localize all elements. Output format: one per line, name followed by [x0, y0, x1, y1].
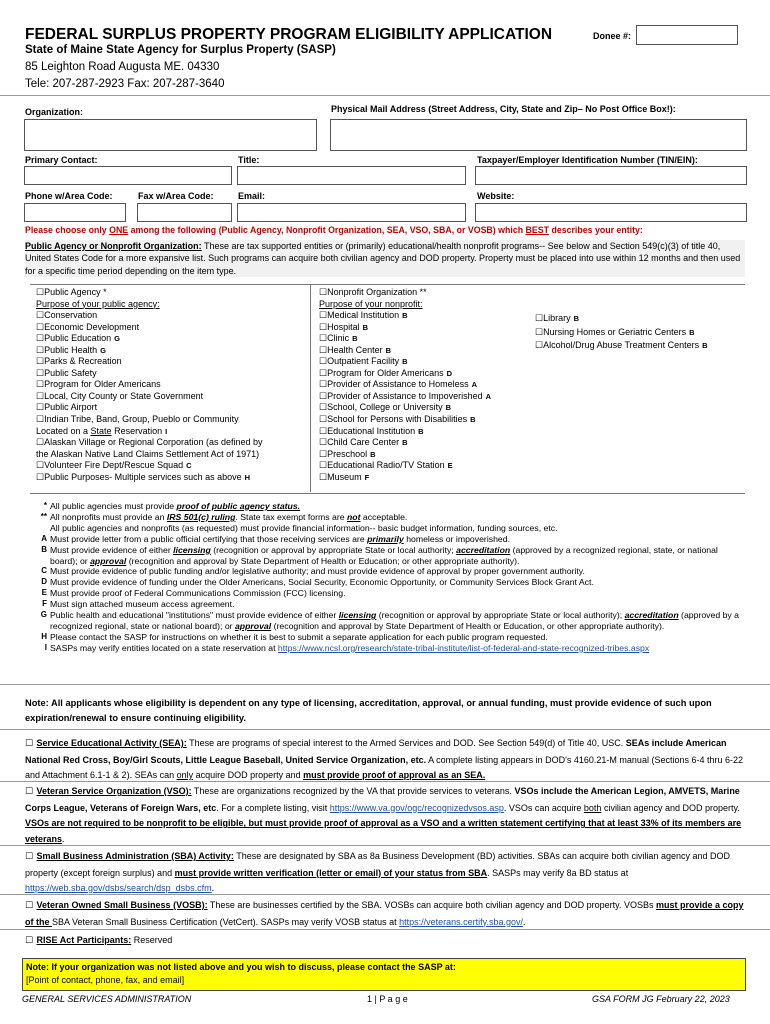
pa-items-item[interactable] [36, 379, 263, 391]
np-right-item-code: B [689, 327, 695, 337]
np-right-item-label: Library [543, 313, 571, 323]
np-items-item-label: Educational Institution [327, 425, 416, 436]
public-agency-option[interactable]: ☐Public Agency * [36, 287, 107, 297]
vosb-divider [0, 929, 770, 930]
np-items-item-label: Museum [327, 471, 362, 482]
selection-instruction: Please choose only ONE among the following (Public Agency, Nonprofit Organization, SEA, VSO, SBA, or VOSB) which BEST describes your entity: [25, 225, 643, 235]
np-items-item-code: B [470, 415, 476, 425]
column-divider [310, 284, 311, 492]
public-purpose-volunteer-fire[interactable]: ☐Volunteer Fire Dept/Rescue Squad C [36, 460, 192, 471]
physical-address-field[interactable] [330, 119, 747, 151]
np-items-item[interactable] [319, 391, 491, 403]
checkbox-icon[interactable]: ☐ [319, 437, 328, 448]
np-items-item-code: B [370, 449, 376, 459]
checkbox-icon[interactable]: ☐ [319, 367, 328, 378]
checkbox-icon[interactable]: ☐ [319, 379, 328, 390]
form-title: FEDERAL SURPLUS PROPERTY PROGRAM ELIGIBILITY APPLICATION [25, 26, 553, 43]
contact-note-placeholder: [Point of contact, phone, fax, and email] [26, 975, 185, 985]
checkbox-icon[interactable]: ☐ [36, 402, 45, 413]
pa-items-item[interactable] [36, 391, 263, 403]
vso-divider [0, 845, 770, 846]
np-items-item-label: Provider of Assistance to Homeless [327, 379, 469, 390]
fax-field[interactable] [137, 203, 232, 222]
np-items-item[interactable] [319, 356, 491, 368]
pa-items-item-label: Parks & Recreation [44, 356, 122, 367]
np-items-item[interactable] [319, 368, 491, 380]
checkbox-icon[interactable]: ☐ [36, 356, 45, 367]
np-items-item[interactable] [319, 345, 491, 357]
np-items-item-label: Child Care Center [327, 437, 400, 448]
np-items-item-label: School, College or University [327, 402, 443, 413]
contact-note [22, 958, 746, 991]
email-field[interactable] [237, 203, 466, 222]
checkbox-icon[interactable]: ☐ [535, 313, 544, 323]
np-items-item-label: Program for Older Americans [327, 367, 444, 378]
np-items-item-code: B [445, 403, 452, 413]
vso-section: ☐ Veteran Service Organization (VSO): These are organizations recognized by the VA that provide services to veterans. VSOs include the American Legion, AMVETS, Marine Corps League, Veterans of Foreign Wars, etc. For a complete listing, visit https://www.va.gov/ogc/recognizedvsos.asp. VSOs can acquire both civilian agency and DOD property. VSOs are not required to be nonprofit to be eligible, but must provide proof of approval as a VSO and a written statement certifying that at least 33% of its members are veterans. [25, 786, 742, 844]
np-items-item-label: Clinic [327, 333, 350, 344]
checkbox-icon[interactable]: ☐ [36, 321, 45, 332]
np-items-item[interactable] [319, 460, 491, 472]
website-label: Website: [477, 191, 515, 201]
pa-items-item-label: Public Health [44, 344, 98, 355]
donee-number-field[interactable] [636, 25, 738, 45]
nonprofit-option[interactable]: ☐Nonprofit Organization ** [319, 287, 427, 297]
pa-items-item[interactable] [36, 333, 263, 345]
np-items-item[interactable] [319, 379, 491, 391]
np-items-item[interactable] [319, 437, 491, 449]
footer-form-id: GSA FORM JG February 22, 2023 [592, 994, 730, 1004]
np-right-item[interactable] [535, 312, 708, 326]
fax-label: Fax w/Area Code: [138, 191, 214, 201]
agency-name: State of Maine State Agency for Surplus Property (SASP) [25, 44, 336, 56]
agency-address: 85 Leighton Road Augusta ME. 04330 [25, 61, 220, 73]
title-label: Title: [238, 155, 260, 165]
checkbox-icon[interactable]: ☐ [319, 310, 328, 321]
np-right-item[interactable] [535, 339, 708, 353]
pa-items-item-label: Program for Older Americans [44, 379, 161, 390]
checkbox-icon[interactable]: ☐ [319, 460, 328, 471]
checkbox-icon[interactable]: ☐ [36, 379, 45, 390]
checkbox-icon[interactable]: ☐ [319, 390, 328, 401]
np-items-item-label: Outpatient Facility [327, 356, 400, 367]
pa-items-item[interactable] [36, 402, 263, 414]
np-items-item-code: B [362, 322, 369, 332]
email-label: Email: [238, 191, 266, 201]
np-items-item-code: B [402, 438, 408, 448]
sea-checkbox[interactable]: ☐ [25, 739, 34, 749]
checkbox-icon[interactable]: ☐ [319, 402, 328, 413]
physical-address-label: Physical Mail Address (Street Address, City, State and Zip– No Post Office Box!): [331, 104, 676, 114]
checkbox-icon[interactable]: ☐ [319, 321, 328, 332]
checkbox-icon[interactable]: ☐ [36, 390, 45, 401]
vso-list-link[interactable]: https://www.va.gov/ogc/recognizedvsos.asp [329, 802, 504, 813]
np-items-item[interactable] [319, 449, 491, 461]
renewal-note: Note: All applicants whose eligibility is dependent on any type of licensing, accreditation, approval, or annual funding, must provide evidence of such upon expiration/renewal to ensure continuing eligibility. [25, 698, 712, 723]
np-right-item-code: B [573, 314, 580, 323]
checkbox-icon[interactable]: ☐ [535, 340, 544, 350]
pa-items-item[interactable] [36, 368, 263, 380]
sea-divider [0, 781, 770, 782]
np-items-item-code: B [402, 357, 408, 367]
pa-items-item[interactable] [36, 345, 263, 357]
primary-contact-field[interactable] [24, 166, 232, 185]
vosb-section: ☐ Veteran Owned Small Business (VOSB): These are businesses certified by the SBA. VOSBs can acquire both civilian agency and DOD property. VOSBs must provide a copy of the SBA Veteran Small Business Certification (VetCert). SASPs may verify VOSB status at https://veterans.certify.sba.gov/. [25, 900, 744, 927]
contact-note-text: Note: If your organization was not listed above and you wish to discuss, please contact the SASP at: [26, 962, 456, 972]
pa-items-item-label: Public Education [44, 333, 112, 344]
np-items-item-label: Educational Radio/TV Station [327, 460, 445, 471]
np-items-item-code: B [402, 311, 408, 321]
sba-search-link[interactable]: https://web.sba.gov/dsbs/search/dsp_dsbs.cfm [25, 883, 212, 893]
pa-items-item[interactable] [36, 356, 263, 368]
checkbox-icon[interactable]: ☐ [319, 356, 328, 367]
np-right-item-label: Nursing Homes or Geriatric Centers [543, 326, 687, 337]
rise-checkbox[interactable]: ☐ [25, 936, 34, 946]
checkbox-icon[interactable]: ☐ [36, 344, 45, 355]
np-right-item-code: B [702, 341, 708, 350]
phone-field[interactable] [24, 203, 126, 222]
checkbox-icon[interactable]: ☐ [319, 344, 328, 355]
pa-items-item-code: G [100, 345, 106, 355]
pa-items-item-label: Public Airport [44, 402, 98, 413]
tin-field[interactable] [475, 166, 747, 185]
checkbox-icon[interactable]: ☐ [36, 310, 45, 321]
np-items-item[interactable] [319, 322, 491, 334]
nonprofit-purpose-list [319, 310, 491, 483]
pa-items-item[interactable] [36, 322, 263, 334]
vosb-checkbox[interactable]: ☐ [25, 901, 34, 911]
phone-label: Phone w/Area Code: [25, 191, 113, 201]
np-items-item[interactable] [319, 310, 491, 322]
np-items-item-code: B [418, 426, 424, 436]
sba-section: ☐ Small Business Administration (SBA) Activity: These are designated by SBA as 8a Business Development (BD) activities. SBAs can acquire both civilian agency and DOD property (except foreign surplus) and must provide written verification (letter or email) of your status from SBA. SASPs may verify 8a BD status at https://web.sba.gov/dsbs/search/dsp_dsbs.cfm. [25, 851, 730, 893]
checkbox-icon[interactable]: ☐ [535, 326, 544, 337]
tribes-list-link[interactable]: https://www.ncsl.org/research/state-tribal-institute/list-of-federal-and-state-recognized-tribes.aspx [277, 642, 650, 653]
checkbox-icon[interactable]: ☐ [319, 333, 328, 344]
nonprofit-purpose-list-right [535, 312, 708, 353]
public-agency-purpose-list [36, 310, 263, 414]
pa-items-item[interactable] [36, 310, 263, 322]
footer-agency: GENERAL SERVICES ADMINISTRATION [22, 994, 192, 1004]
organization-field[interactable] [24, 119, 317, 151]
np-items-item[interactable] [319, 472, 491, 484]
nonprofit-purpose-heading: Purpose of your nonprofit: [319, 298, 423, 309]
np-items-item[interactable] [319, 333, 491, 345]
np-items-item-label: Medical Institution [327, 310, 400, 321]
title-field[interactable] [237, 166, 466, 185]
public-agency-column [36, 287, 263, 483]
agency-phone: Tele: 207-287-2923 Fax: 207-287-3640 [25, 78, 225, 90]
footnotes-divider [0, 684, 770, 685]
checkbox-icon[interactable]: ☐ [319, 448, 328, 459]
nonprofit-column [319, 287, 491, 483]
organization-label: Organization: [25, 107, 83, 117]
checkbox-icon[interactable]: ☐ [319, 471, 328, 482]
sba-divider [0, 894, 770, 895]
header-divider [0, 95, 770, 96]
pa-items-item-label: Local, City County or State Government [44, 390, 204, 401]
tin-label: Taxpayer/Employer Identification Number (TIN/EIN): [477, 155, 698, 165]
vso-checkbox[interactable]: ☐ [25, 787, 34, 797]
np-items-item-label: Provider of Assistance to Impoverished [327, 390, 483, 401]
checkbox-icon[interactable]: ☐ [36, 367, 45, 378]
public-nonprofit-intro: Public Agency or Nonprofit Organization: These are tax supported entities or (primarily) educational/health nonprofit programs-- See below and Section 549(c)(3) of title 40, United States Code for a more expansive list. Such programs can acquire both civilian agency and DOD property. Property must be placed into use within 12 months and then used for a specific time period depending on the item type. [25, 240, 745, 277]
rise-section: ☐ RISE Act Participants: Reserved [25, 933, 745, 950]
np-items-item-code: F [364, 472, 370, 482]
donee-label: Donee #: [593, 31, 632, 41]
pa-items-item-label: Public Safety [44, 367, 97, 378]
public-purpose-indian-tribe-location: Located on a State Reservation I [36, 425, 168, 436]
np-items-item-label: Hospital [327, 321, 360, 332]
checkbox-icon[interactable]: ☐ [319, 414, 328, 425]
np-right-item-label: Alcohol/Drug Abuse Treatment Centers [543, 340, 700, 350]
pa-items-item-code: G [114, 334, 120, 344]
np-items-item-code: A [471, 380, 478, 390]
pa-items-item-label: Conservation [44, 310, 98, 321]
page-number: 1 | P a g e [367, 994, 408, 1004]
note-divider [0, 729, 770, 730]
np-items-item[interactable] [319, 426, 491, 438]
np-items-item-code: D [446, 368, 453, 378]
np-items-item-label: Preschool [327, 448, 368, 459]
checkbox-icon[interactable]: ☐ [319, 425, 328, 436]
primary-contact-label: Primary Contact: [25, 155, 98, 165]
np-items-item-code: E [447, 461, 453, 471]
pa-items-item-label: Economic Development [44, 321, 140, 332]
np-items-item-code: B [385, 345, 392, 355]
sea-section: ☐ Service Educational Activity (SEA): These are programs of special interest to the Armed Services and DOD. See Section 549(d) of Title 40, USC. SEAs include American National Red Cross, Boy/Girl Scouts, Little League Baseball, United Service Organization, etc. A complete listing appears in DOD's 4160.21-M manual (Sections 6-4 thru 6-22 and Attachment 6.1-1 & 2). SEAs can only acquire DOD property and must provide proof of approval as an SEA. [25, 738, 743, 780]
np-items-item-code: B [352, 334, 358, 344]
public-purpose-multiple[interactable]: ☐Public Purposes- Multiple services such as above H [36, 471, 251, 482]
public-agency-purpose-heading: Purpose of your public agency: [36, 298, 160, 309]
np-right-item[interactable] [535, 326, 708, 340]
public-purpose-indian-tribe[interactable]: ☐Indian Tribe, Band, Group, Pueblo or Community [36, 414, 239, 425]
website-field[interactable] [475, 203, 747, 222]
vosb-certify-link[interactable]: https://veterans.certify.sba.gov/ [399, 916, 524, 927]
public-purpose-alaskan-village-note: the Alaskan Native Land Claims Settlement Act of 1971) [36, 448, 260, 459]
np-items-item[interactable] [319, 414, 491, 426]
public-purpose-alaskan-village[interactable]: ☐Alaskan Village or Regional Corporation (as defined by [36, 437, 263, 448]
eligibility-footnotes: * All public agencies must provide proof of public agency status. ** All nonprofits must provide an IRS 501(c) ruling. State tax exempt forms are not acceptable. All public agencies and nonprofits (as requested) must provide financial information-- basic budget information, funding sources, etc. A Must provide letter from a public official certifying that those receiving services are primarily homeless or impoverished. B Must provide evidence of either licensing (recognition or approval by appropriate State or local authority; accreditation (approved by a recognized regional, state, or national board); or approval (recognition and approval by State Department of Health or Education; or other appropriate authority). C Must provide evidence of public funding and/or legislative authority; and must provide evidence of approval by proper government authority. D Must provide evidence of funding under the Older Americans, Social Security, Economic Opportunity, or Community Services Block Grant Act. E Must provide proof of Federal Communications Commission (FCC) licensing. F Must sign attached museum access agreement. G Public health and educational "institutions" must provide evidence of either licensing (recognition or approval by appropriate State or local authority); accreditation (approved by a recognized regional, state or national board); or approval (recognition and approval by State Department of Health or Education, or other appropriate authority). H Please contact the SASP for instructions on whether it is best to submit a separate application for each public program requested. I SASPs may verify entities located on a state reservation at https://www.ncsl.org/research/state-tribal-institute/list-of-federal-and-state-recognized-tribes.aspx [40, 501, 740, 653]
checkbox-icon[interactable]: ☐ [36, 333, 45, 344]
np-items-item[interactable] [319, 402, 491, 414]
np-items-item-label: School for Persons with Disabilities [327, 414, 468, 425]
np-items-item-code: A [485, 391, 492, 401]
np-items-item-label: Health Center [327, 344, 383, 355]
sba-checkbox[interactable]: ☐ [25, 852, 34, 862]
